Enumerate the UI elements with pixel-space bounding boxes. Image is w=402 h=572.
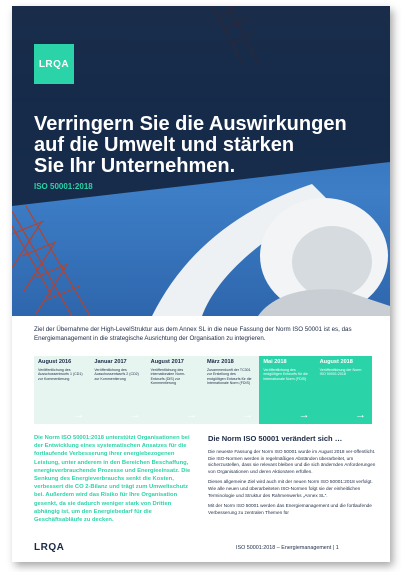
footer-logo: LRQA	[34, 542, 65, 553]
timeline-date: Januar 2017	[94, 359, 127, 365]
timeline-text: Veröffentlichung der Norm ISO 50001:2018	[319, 367, 362, 377]
timeline-date: August 2018	[319, 359, 353, 365]
timeline	[34, 356, 372, 424]
logo-text: LRQA	[38, 58, 70, 70]
timeline-text: Veröffentlichung des Ausschussentwurfs 1 (CD1) zur Kommentierung	[38, 367, 83, 381]
hero-title-line: Verringern Sie die Auswirkungen	[34, 113, 347, 135]
hero-title	[34, 114, 364, 177]
highlight-paragraph: Die Norm ISO 50001:2018 unterstützt Organisationen bei der Entwicklung eines systematischen Ansatzes für die fortlaufende Verbesserung ihrer energiebezogenen Leistung, unter anderem in den Bereichen Beschaffung, energieverbrauchende Prozesse und Energieeinsatz. Die Senkung des Energieverbrauchs senkt die Kosten, verbessert die CO 2-Bilanz und trägt zum Umweltschutz bei. Außerdem wird das Risiko für Ihre Organisation gesenkt, da sie dadurch weniger stark von Dritten abhängig ist, um den Energiebedarf für die Geschäftsabläufe zu decken.	[34, 435, 191, 524]
body-paragraph: Dieses allgemeine Ziel wird auch mit der neuen Norm ISO 50001:2018 verfolgt. Wie alle neuen und überarbeiteten ISO-Normen folgt sie der einheitlichen Terminologie und Struktur des Rahmenwerks „Annex SL“.	[208, 479, 373, 498]
body-paragraph: Mit der Norm ISO 50001 werden das Energiemanagement und die fortlaufende Verbesserung zu zentralen Themen für	[208, 503, 372, 515]
body-paragraph: Die neueste Fassung der Norm ISO 50001 wurde im August 2018 ver-öffentlicht. Die ISO-Normen werden in regelmäßigen Abständen überarbeitet, um sicherzustellen, dass sie relevant bleiben und die sich ändernden Anforderungen von Organisationen und deren Aktionären erfüllen.	[208, 449, 376, 474]
timeline-step	[147, 356, 203, 424]
turbine-nose	[292, 226, 372, 298]
right-column	[208, 434, 376, 520]
timeline-text: Veröffentlichung des internationalen Norm-Entwurfs (DIS) zur Kommentierung	[150, 367, 186, 386]
footer-page-label: ISO 50001:2018 – Energiemanagement | 1	[236, 545, 339, 551]
lrqa-logo	[34, 44, 74, 84]
timeline-date: März 2018	[206, 359, 234, 365]
arrow-right-icon: →	[354, 409, 366, 421]
timeline-step-highlight	[316, 356, 372, 424]
timeline-date: August 2016	[38, 359, 72, 365]
timeline-text: Veröffentlichung des endgültigen Entwurfs für die internationale Norm (FDIS)	[263, 367, 308, 381]
hero-subtitle: ISO 50001:2018	[34, 182, 93, 191]
hero-title-line: Sie Ihr Unternehmen.	[34, 155, 236, 177]
timeline-text: Veröffentlichung des Ausschussentwurfs 2 (CD2) zur Kommentierung	[94, 367, 139, 381]
arrow-right-icon: →	[73, 409, 85, 421]
timeline-date: August 2017	[150, 359, 184, 365]
hero-title-line: auf die Umwelt und stärken	[34, 134, 295, 156]
timeline-step	[34, 356, 90, 424]
arrow-right-icon: →	[298, 409, 310, 421]
arrow-right-icon: →	[129, 409, 141, 421]
brochure-page	[12, 6, 390, 562]
arrow-right-icon: →	[185, 409, 197, 421]
timeline-step	[90, 356, 146, 424]
timeline-step	[203, 356, 259, 424]
arrow-right-icon: →	[242, 409, 254, 421]
crane-lattice	[12, 206, 90, 316]
section-heading: Die Norm ISO 50001 verändert sich …	[208, 434, 343, 443]
intro-paragraph: Ziel der Übernahme der High-LevelStruktur aus dem Annex SL in die neue Fassung der Norm ISO 50001 ist es, das Energiemanagement in die strategische Ausrichtung der Organisation zu integrieren.	[34, 326, 352, 342]
timeline-text: Zusammenkunft der TC301 zur Erstellung des endgültigen Entwurfs für die Internationale Norm (FDIS)	[206, 367, 252, 386]
hero-image	[12, 6, 390, 316]
timeline-date: Mai 2018	[263, 359, 287, 365]
timeline-step-highlight	[259, 356, 315, 424]
